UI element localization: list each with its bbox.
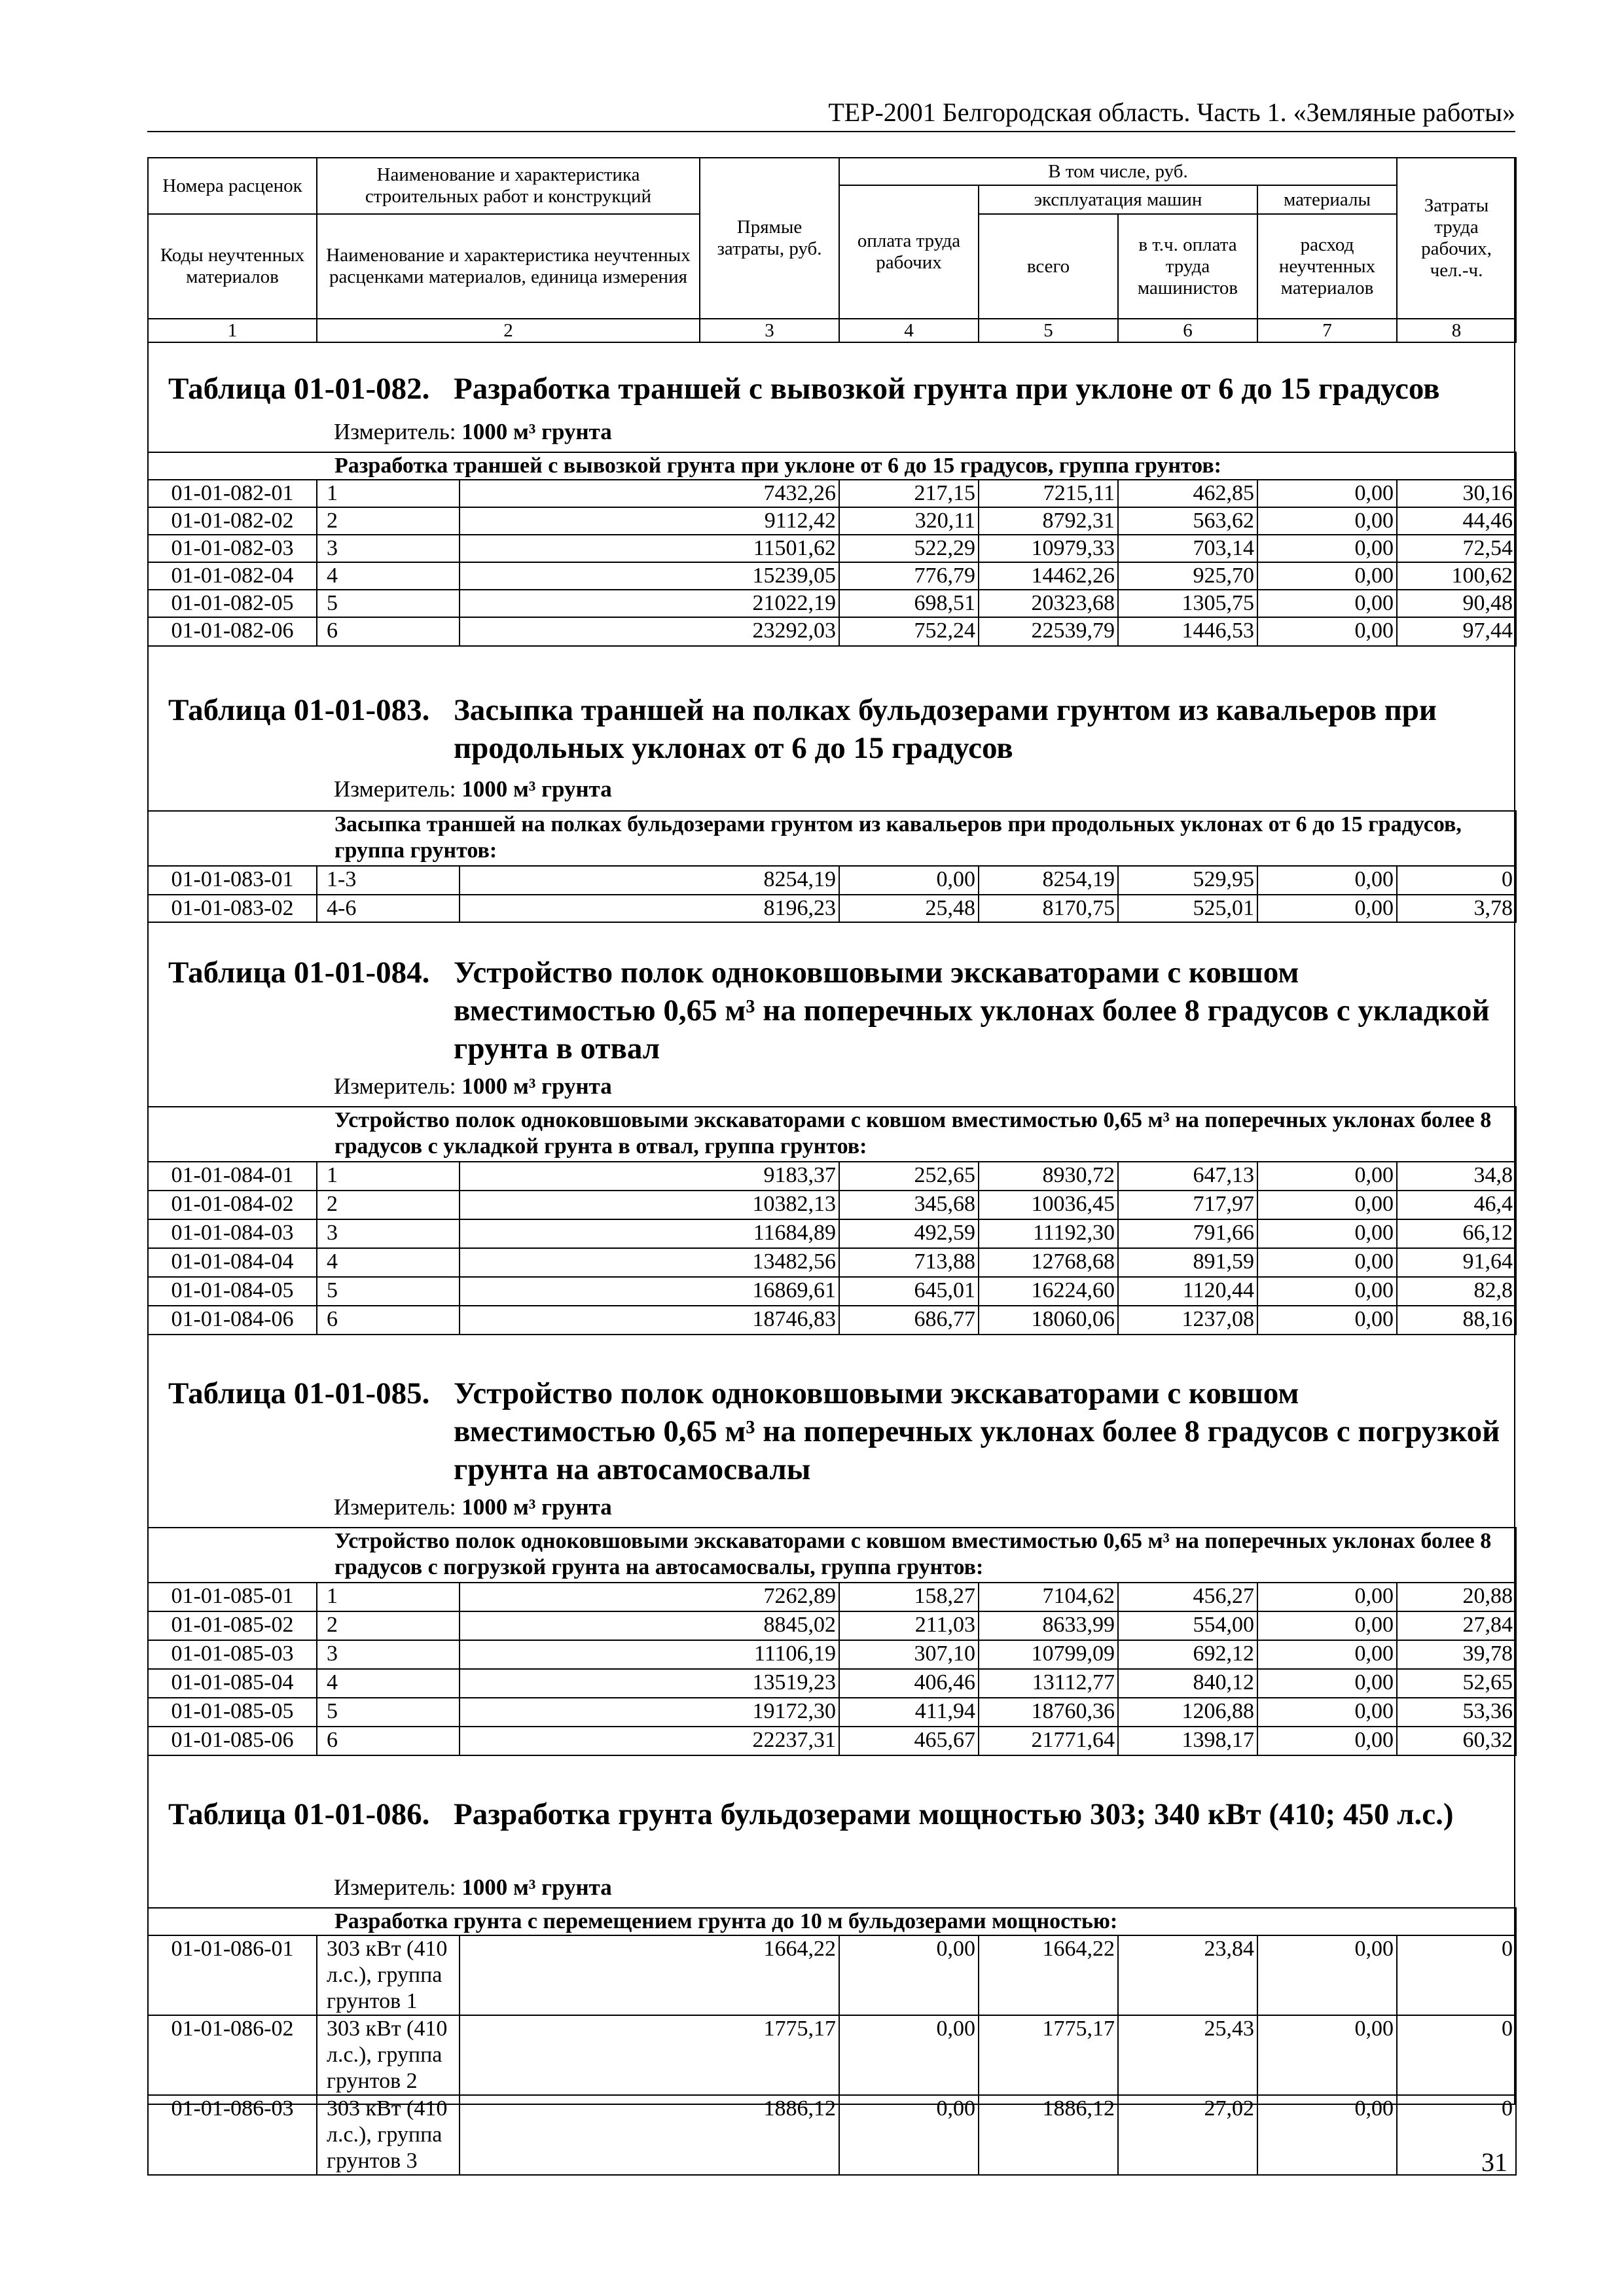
labor-hours: 66,12 xyxy=(1397,1219,1516,1248)
labor-pay: 25,48 xyxy=(839,895,979,922)
group-heading: Устройство полок одноковшовыми экскаваторами с ковшом вместимостью 0,65 м³ на поперечных уклонах более 8 градусов с погрузкой грунта на автосамосвалы, группа грунтов: xyxy=(148,1528,1516,1583)
rate-code: 01-01-085-06 xyxy=(148,1727,317,1755)
table-row xyxy=(148,895,1516,922)
labor-hours: 52,65 xyxy=(1397,1669,1516,1698)
operators-pay: 840,12 xyxy=(1118,1669,1257,1698)
col7-header: расход неучтенных материалов xyxy=(1257,214,1397,319)
section-number: Таблица 01-01-082. xyxy=(168,372,430,406)
materials: 0,00 xyxy=(1257,1935,1397,2015)
section-title xyxy=(168,1795,1504,1833)
machines-total: 18060,06 xyxy=(979,1306,1118,1335)
running-header xyxy=(147,97,1515,132)
operators-pay: 1206,88 xyxy=(1118,1698,1257,1727)
materials: 0,00 xyxy=(1257,562,1397,590)
row-name: 5 xyxy=(317,590,460,617)
direct-costs: 8845,02 xyxy=(460,1611,839,1640)
measure-label: Измеритель: xyxy=(334,419,456,444)
materials: 0,00 xyxy=(1257,1727,1397,1755)
machines-total: 10799,09 xyxy=(979,1640,1118,1669)
table-row xyxy=(148,2015,1516,2095)
section-name: Разработка грунта бульдозерами мощностью 303; 340 кВт (410; 450 л.с.) xyxy=(454,1797,1454,1831)
materials: 0,00 xyxy=(1257,507,1397,535)
section-title xyxy=(168,691,1504,767)
section-title xyxy=(168,1374,1504,1488)
measure-unit xyxy=(334,1494,612,1520)
operators-pay: 1446,53 xyxy=(1118,617,1257,646)
rate-code: 01-01-082-05 xyxy=(148,590,317,617)
table-row xyxy=(148,1191,1516,1219)
rate-code: 01-01-082-06 xyxy=(148,617,317,646)
machines-total: 1886,12 xyxy=(979,2095,1118,2175)
operators-pay: 692,12 xyxy=(1118,1640,1257,1669)
row-name: 2 xyxy=(317,507,460,535)
col3-header: Прямые затраты, руб. xyxy=(700,158,839,319)
direct-costs: 11501,62 xyxy=(460,535,839,562)
measure-value: 1000 м³ грунта xyxy=(461,1073,612,1099)
section-number: Таблица 01-01-085. xyxy=(168,1376,430,1410)
row-name: 2 xyxy=(317,1191,460,1219)
operators-pay: 703,14 xyxy=(1118,535,1257,562)
direct-costs: 13482,56 xyxy=(460,1248,839,1277)
operators-pay: 456,27 xyxy=(1118,1583,1257,1611)
machines-total: 14462,26 xyxy=(979,562,1118,590)
row-name: 303 кВт (410 л.с.), группа грунтов 2 xyxy=(317,2015,460,2095)
operators-pay: 563,62 xyxy=(1118,507,1257,535)
materials: 0,00 xyxy=(1257,590,1397,617)
col6-header: в т.ч. оплата труда машинистов xyxy=(1118,214,1257,319)
row-name: 3 xyxy=(317,1640,460,1669)
section-number: Таблица 01-01-083. xyxy=(168,693,430,727)
direct-costs: 16869,61 xyxy=(460,1277,839,1306)
rate-code: 01-01-085-01 xyxy=(148,1583,317,1611)
table-row xyxy=(148,2095,1516,2175)
section-number: Таблица 01-01-084. xyxy=(168,956,430,990)
row-name: 1-3 xyxy=(317,866,460,895)
direct-costs: 11684,89 xyxy=(460,1219,839,1248)
machines-total: 7215,11 xyxy=(979,480,1118,507)
labor-pay: 776,79 xyxy=(839,562,979,590)
table-row xyxy=(148,1583,1516,1611)
machines-total: 8930,72 xyxy=(979,1162,1118,1191)
labor-pay: 0,00 xyxy=(839,866,979,895)
direct-costs: 1886,12 xyxy=(460,2095,839,2175)
column-header-table xyxy=(147,157,1517,343)
operators-pay: 647,13 xyxy=(1118,1162,1257,1191)
col-num: 6 xyxy=(1118,319,1257,342)
table-row xyxy=(148,1306,1516,1335)
labor-pay: 211,03 xyxy=(839,1611,979,1640)
materials: 0,00 xyxy=(1257,1698,1397,1727)
machines-total: 11192,30 xyxy=(979,1219,1118,1248)
machines-total: 1775,17 xyxy=(979,2015,1118,2095)
table-row xyxy=(148,1935,1516,2015)
section-name: Устройство полок одноковшовыми экскаваторами с ковшом вместимостью 0,65 м³ на поперечных уклонах более 8 градусов с укладкой грунта в отвал xyxy=(454,956,1490,1066)
rate-code: 01-01-083-01 xyxy=(148,866,317,895)
rate-code: 01-01-082-02 xyxy=(148,507,317,535)
table-row xyxy=(148,480,1516,507)
labor-pay: 522,29 xyxy=(839,535,979,562)
measure-label: Измеритель: xyxy=(334,1874,456,1900)
labor-pay: 411,94 xyxy=(839,1698,979,1727)
machines-total: 1664,22 xyxy=(979,1935,1118,2015)
row-name: 2 xyxy=(317,1611,460,1640)
direct-costs: 9183,37 xyxy=(460,1162,839,1191)
machines-total: 20323,68 xyxy=(979,590,1118,617)
materials: 0,00 xyxy=(1257,1306,1397,1335)
direct-costs: 1664,22 xyxy=(460,1935,839,2015)
rate-code: 01-01-084-05 xyxy=(148,1277,317,1306)
row-name: 6 xyxy=(317,1727,460,1755)
materials: 0,00 xyxy=(1257,1162,1397,1191)
table-row xyxy=(148,590,1516,617)
measure-label: Измеритель: xyxy=(334,1494,456,1520)
materials: 0,00 xyxy=(1257,1248,1397,1277)
table-row xyxy=(148,1669,1516,1698)
rate-code: 01-01-085-03 xyxy=(148,1640,317,1669)
labor-hours: 46,4 xyxy=(1397,1191,1516,1219)
row-name: 5 xyxy=(317,1277,460,1306)
materials: 0,00 xyxy=(1257,535,1397,562)
labor-hours: 3,78 xyxy=(1397,895,1516,922)
materials: 0,00 xyxy=(1257,617,1397,646)
row-name: 303 кВт (410 л.с.), группа грунтов 1 xyxy=(317,1935,460,2015)
labor-pay: 345,68 xyxy=(839,1191,979,1219)
table-row xyxy=(148,1698,1516,1727)
col-num: 5 xyxy=(979,319,1118,342)
labor-hours: 88,16 xyxy=(1397,1306,1516,1335)
labor-pay: 686,77 xyxy=(839,1306,979,1335)
measure-value: 1000 м³ грунта xyxy=(461,1494,612,1520)
direct-costs: 7262,89 xyxy=(460,1583,839,1611)
labor-pay: 158,27 xyxy=(839,1583,979,1611)
materials: 0,00 xyxy=(1257,1583,1397,1611)
labor-pay: 307,10 xyxy=(839,1640,979,1669)
table-row xyxy=(148,1248,1516,1277)
row-name: 4 xyxy=(317,1669,460,1698)
labor-pay: 217,15 xyxy=(839,480,979,507)
rates-table xyxy=(147,810,1517,923)
labor-hours: 0 xyxy=(1397,866,1516,895)
direct-costs: 9112,42 xyxy=(460,507,839,535)
labor-hours: 90,48 xyxy=(1397,590,1516,617)
labor-pay: 465,67 xyxy=(839,1727,979,1755)
materials: 0,00 xyxy=(1257,1191,1397,1219)
materials: 0,00 xyxy=(1257,866,1397,895)
direct-costs: 8254,19 xyxy=(460,866,839,895)
labor-pay: 0,00 xyxy=(839,1935,979,2015)
measure-unit xyxy=(334,776,612,802)
machines-total: 22539,79 xyxy=(979,617,1118,646)
group-heading: Устройство полок одноковшовыми экскаваторами с ковшом вместимостью 0,65 м³ на поперечных уклонах более 8 градусов с укладкой грунта в отвал, группа грунтов: xyxy=(148,1107,1516,1162)
rate-code: 01-01-082-04 xyxy=(148,562,317,590)
operators-pay: 462,85 xyxy=(1118,480,1257,507)
rate-code: 01-01-084-04 xyxy=(148,1248,317,1277)
row-name: 5 xyxy=(317,1698,460,1727)
rate-code: 01-01-085-04 xyxy=(148,1669,317,1698)
direct-costs: 15239,05 xyxy=(460,562,839,590)
operators-pay: 525,01 xyxy=(1118,895,1257,922)
labor-pay: 713,88 xyxy=(839,1248,979,1277)
labor-pay: 645,01 xyxy=(839,1277,979,1306)
labor-pay: 492,59 xyxy=(839,1219,979,1248)
table-row xyxy=(148,1611,1516,1640)
row-name: 4 xyxy=(317,562,460,590)
labor-hours: 30,16 xyxy=(1397,480,1516,507)
measure-unit xyxy=(334,1874,612,1901)
table-row xyxy=(148,1727,1516,1755)
rates-table xyxy=(147,1106,1517,1335)
materials: 0,00 xyxy=(1257,1219,1397,1248)
labor-pay: 752,24 xyxy=(839,617,979,646)
machines-total: 16224,60 xyxy=(979,1277,1118,1306)
labor-pay: 0,00 xyxy=(839,2015,979,2095)
machines-total: 10036,45 xyxy=(979,1191,1118,1219)
page-number: 31 xyxy=(1481,2147,1507,2177)
section-title xyxy=(168,370,1504,408)
col-num: 8 xyxy=(1397,319,1516,342)
materials: 0,00 xyxy=(1257,480,1397,507)
machines-header: эксплуатация машин xyxy=(979,185,1257,214)
row-name: 3 xyxy=(317,1219,460,1248)
materials: 0,00 xyxy=(1257,2095,1397,2175)
labor-pay: 252,65 xyxy=(839,1162,979,1191)
section-number: Таблица 01-01-086. xyxy=(168,1797,430,1831)
operators-pay: 1398,17 xyxy=(1118,1727,1257,1755)
operators-pay: 529,95 xyxy=(1118,866,1257,895)
labor-hours: 0 xyxy=(1397,1935,1516,2015)
col2-bottom-header: Наименование и характеристика неучтенных расценками материалов, единица измерения xyxy=(317,214,700,319)
labor-pay: 0,00 xyxy=(839,2095,979,2175)
col2-top-header: Наименование и характеристика строительных работ и конструкций xyxy=(317,158,700,214)
rate-code: 01-01-083-02 xyxy=(148,895,317,922)
col-num: 3 xyxy=(700,319,839,342)
col1-bottom-header: Коды неучтенных материалов xyxy=(148,214,317,319)
measure-value: 1000 м³ грунта xyxy=(461,776,612,802)
operators-pay: 27,02 xyxy=(1118,2095,1257,2175)
rates-table xyxy=(147,1527,1517,1756)
col1-top-header: Номера расценок xyxy=(148,158,317,214)
machines-total: 10979,33 xyxy=(979,535,1118,562)
operators-pay: 925,70 xyxy=(1118,562,1257,590)
section-name: Устройство полок одноковшовыми экскаваторами с ковшом вместимостью 0,65 м³ на поперечных уклонах более 8 градусов с погрузкой грунта на автосамосвалы xyxy=(454,1376,1500,1486)
table-row xyxy=(148,535,1516,562)
labor-hours: 0 xyxy=(1397,2015,1516,2095)
col-num: 4 xyxy=(839,319,979,342)
row-name: 4 xyxy=(317,1248,460,1277)
row-name: 1 xyxy=(317,1162,460,1191)
materials: 0,00 xyxy=(1257,1277,1397,1306)
operators-pay: 1305,75 xyxy=(1118,590,1257,617)
rate-code: 01-01-086-02 xyxy=(148,2015,317,2095)
labor-hours: 39,78 xyxy=(1397,1640,1516,1669)
operators-pay: 791,66 xyxy=(1118,1219,1257,1248)
direct-costs: 11106,19 xyxy=(460,1640,839,1669)
section-title xyxy=(168,954,1504,1067)
labor-hours: 97,44 xyxy=(1397,617,1516,646)
row-name: 6 xyxy=(317,617,460,646)
operators-pay: 554,00 xyxy=(1118,1611,1257,1640)
col-num: 1 xyxy=(148,319,317,342)
row-name: 1 xyxy=(317,1583,460,1611)
labor-hours: 82,8 xyxy=(1397,1277,1516,1306)
direct-costs: 23292,03 xyxy=(460,617,839,646)
table-row xyxy=(148,1640,1516,1669)
table-row xyxy=(148,617,1516,646)
row-name: 3 xyxy=(317,535,460,562)
rate-code: 01-01-084-03 xyxy=(148,1219,317,1248)
labor-pay: 320,11 xyxy=(839,507,979,535)
group-heading: Разработка грунта с перемещением грунта до 10 м бульдозерами мощностью: xyxy=(148,1908,1516,1935)
machines-total: 13112,77 xyxy=(979,1669,1118,1698)
operators-pay: 23,84 xyxy=(1118,1935,1257,2015)
rate-code: 01-01-084-02 xyxy=(148,1191,317,1219)
incl-header: В том числе, руб. xyxy=(839,158,1397,185)
measure-label: Измеритель: xyxy=(334,776,456,802)
machines-total: 8633,99 xyxy=(979,1611,1118,1640)
col8-header: Затраты труда рабочих, чел.-ч. xyxy=(1397,158,1516,319)
table-row xyxy=(148,1277,1516,1306)
rate-code: 01-01-082-01 xyxy=(148,480,317,507)
section-name: Засыпка траншей на полках бульдозерами грунтом из кавальеров при продольных уклонах от 6 до 15 градусов xyxy=(454,693,1437,765)
row-name: 6 xyxy=(317,1306,460,1335)
group-heading: Разработка траншей с вывозкой грунта при уклоне от 6 до 15 градусов, группа грунтов: xyxy=(148,452,1516,480)
direct-costs: 19172,30 xyxy=(460,1698,839,1727)
materials: 0,00 xyxy=(1257,895,1397,922)
direct-costs: 7432,26 xyxy=(460,480,839,507)
rate-code: 01-01-082-03 xyxy=(148,535,317,562)
labor-hours: 91,64 xyxy=(1397,1248,1516,1277)
machines-total: 21771,64 xyxy=(979,1727,1118,1755)
rate-code: 01-01-085-02 xyxy=(148,1611,317,1640)
rate-code: 01-01-086-03 xyxy=(148,2095,317,2175)
materials: 0,00 xyxy=(1257,1640,1397,1669)
materials: 0,00 xyxy=(1257,1669,1397,1698)
row-name: 303 кВт (410 л.с.), группа грунтов 3 xyxy=(317,2095,460,2175)
machines-total: 8254,19 xyxy=(979,866,1118,895)
measure-value: 1000 м³ грунта xyxy=(461,419,612,444)
rate-code: 01-01-084-06 xyxy=(148,1306,317,1335)
measure-label: Измеритель: xyxy=(334,1073,456,1099)
materials: 0,00 xyxy=(1257,1611,1397,1640)
operators-pay: 1120,44 xyxy=(1118,1277,1257,1306)
group-heading: Засыпка траншей на полках бульдозерами грунтом из кавальеров при продольных уклонах от 6 до 15 градусов, группа грунтов: xyxy=(148,811,1516,866)
col4-header: оплата труда рабочих xyxy=(839,185,979,319)
rate-code: 01-01-085-05 xyxy=(148,1698,317,1727)
labor-pay: 698,51 xyxy=(839,590,979,617)
labor-hours: 100,62 xyxy=(1397,562,1516,590)
table-row xyxy=(148,1219,1516,1248)
labor-hours: 27,84 xyxy=(1397,1611,1516,1640)
table-row xyxy=(148,1162,1516,1191)
rate-code: 01-01-086-01 xyxy=(148,1935,317,2015)
table-row xyxy=(148,866,1516,895)
labor-pay: 406,46 xyxy=(839,1669,979,1698)
operators-pay: 25,43 xyxy=(1118,2015,1257,2095)
rate-code: 01-01-084-01 xyxy=(148,1162,317,1191)
machines-total: 7104,62 xyxy=(979,1583,1118,1611)
direct-costs: 21022,19 xyxy=(460,590,839,617)
direct-costs: 10382,13 xyxy=(460,1191,839,1219)
col-num: 2 xyxy=(317,319,700,342)
operators-pay: 717,97 xyxy=(1118,1191,1257,1219)
section-name: Разработка траншей с вывозкой грунта при уклоне от 6 до 15 градусов xyxy=(454,372,1440,406)
rates-table xyxy=(147,1907,1517,2176)
row-name: 1 xyxy=(317,480,460,507)
row-name: 4-6 xyxy=(317,895,460,922)
labor-hours: 60,32 xyxy=(1397,1727,1516,1755)
table-row xyxy=(148,507,1516,535)
measure-value: 1000 м³ грунта xyxy=(461,1874,612,1900)
labor-hours: 44,46 xyxy=(1397,507,1516,535)
labor-hours: 20,88 xyxy=(1397,1583,1516,1611)
col5-header: всего xyxy=(979,214,1118,319)
machines-total: 8792,31 xyxy=(979,507,1118,535)
materials-header: материалы xyxy=(1257,185,1397,214)
machines-total: 8170,75 xyxy=(979,895,1118,922)
labor-hours: 72,54 xyxy=(1397,535,1516,562)
materials: 0,00 xyxy=(1257,2015,1397,2095)
operators-pay: 891,59 xyxy=(1118,1248,1257,1277)
table-row xyxy=(148,562,1516,590)
header-title: ТЕР-2001 Белгородская область. Часть 1. «Земляные работы» xyxy=(828,98,1515,127)
measure-unit xyxy=(334,419,612,445)
labor-hours: 53,36 xyxy=(1397,1698,1516,1727)
machines-total: 12768,68 xyxy=(979,1248,1118,1277)
machines-total: 18760,36 xyxy=(979,1698,1118,1727)
direct-costs: 8196,23 xyxy=(460,895,839,922)
rates-table xyxy=(147,452,1517,647)
operators-pay: 1237,08 xyxy=(1118,1306,1257,1335)
labor-hours: 34,8 xyxy=(1397,1162,1516,1191)
col-num: 7 xyxy=(1257,319,1397,342)
labor-hours: 0 xyxy=(1397,2095,1516,2175)
direct-costs: 22237,31 xyxy=(460,1727,839,1755)
direct-costs: 13519,23 xyxy=(460,1669,839,1698)
direct-costs: 1775,17 xyxy=(460,2015,839,2095)
measure-unit xyxy=(334,1073,612,1100)
direct-costs: 18746,83 xyxy=(460,1306,839,1335)
